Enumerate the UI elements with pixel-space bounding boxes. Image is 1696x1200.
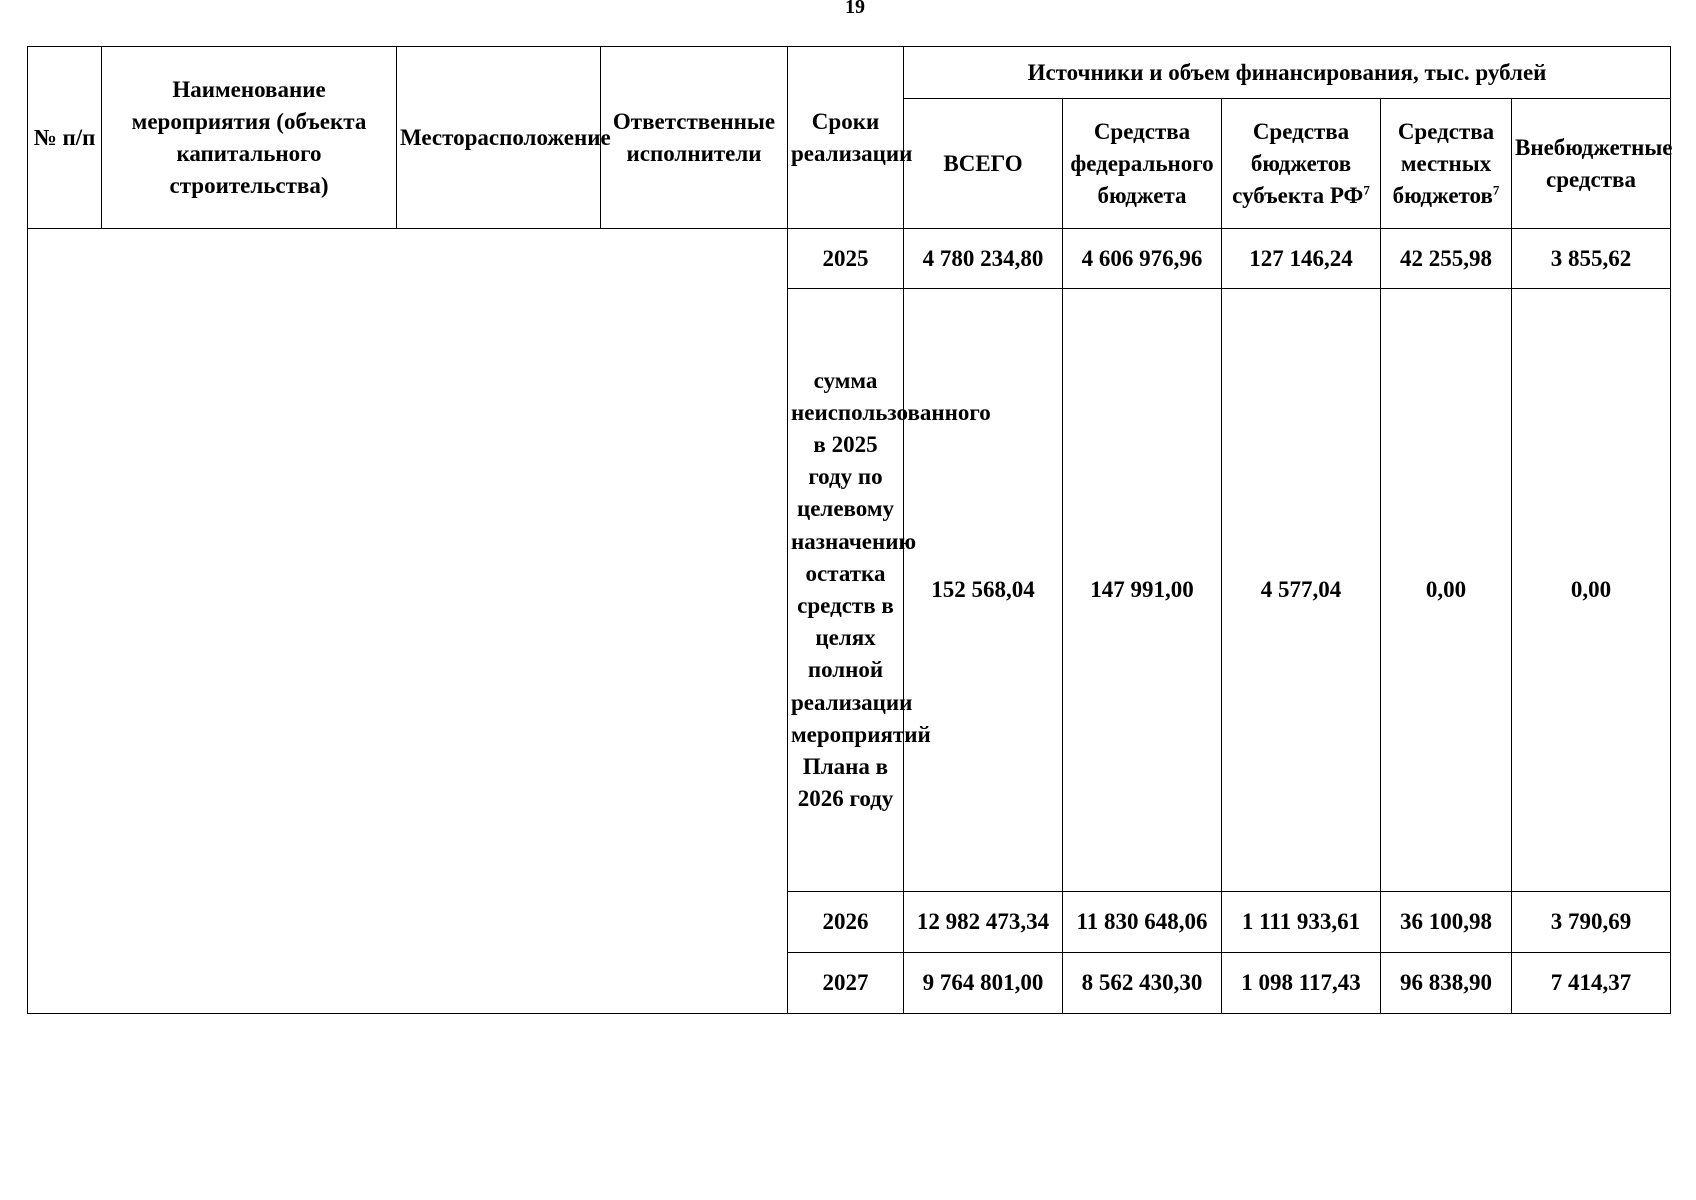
cell-term: 2027 — [788, 953, 904, 1014]
cell-federal: 8 562 430,30 — [1063, 953, 1222, 1014]
cell-total: 152 568,04 — [904, 289, 1063, 892]
cell-total: 9 764 801,00 — [904, 953, 1063, 1014]
header-terms: Сроки реализации — [788, 47, 904, 229]
cell-regional: 1 098 117,43 — [1222, 953, 1381, 1014]
cell-term-unused: сумма неиспользованного в 2025 году по целевому назначению остатка средств в целях полной реализации мероприятий Плана в 2026 году — [788, 289, 904, 892]
cell-extra: 3 855,62 — [1512, 229, 1671, 289]
cell-local: 42 255,98 — [1381, 229, 1512, 289]
cell-local: 96 838,90 — [1381, 953, 1512, 1014]
header-funding-group: Источники и объем финансирования, тыс. рублей — [904, 47, 1671, 99]
header-total: ВСЕГО — [904, 99, 1063, 229]
header-regional-label: Средства бюджетов субъекта РФ — [1232, 118, 1364, 208]
financing-table — [27, 46, 1671, 1014]
cell-federal: 4 606 976,96 — [1063, 229, 1222, 289]
header-location: Месторасположение — [397, 47, 601, 229]
header-local-note: 7 — [1492, 181, 1500, 197]
header-local — [1381, 99, 1512, 229]
cell-regional: 1 111 933,61 — [1222, 892, 1381, 953]
header-regional-note: 7 — [1363, 181, 1370, 197]
cell-extra: 0,00 — [1512, 289, 1671, 892]
header-extra: Внебюджетные средства — [1512, 99, 1671, 229]
cell-term: 2026 — [788, 892, 904, 953]
cell-total: 12 982 473,34 — [904, 892, 1063, 953]
header-row-top — [28, 47, 1671, 99]
cell-local: 0,00 — [1381, 289, 1512, 892]
header-name: Наименование мероприятия (объекта капитального строительства) — [102, 47, 397, 229]
cell-local: 36 100,98 — [1381, 892, 1512, 953]
cell-extra: 3 790,69 — [1512, 892, 1671, 953]
cell-federal: 147 991,00 — [1063, 289, 1222, 892]
page-number: 19 — [845, 0, 865, 14]
table-row — [28, 229, 1671, 289]
cell-term: 2025 — [788, 229, 904, 289]
empty-merged-cell — [28, 229, 788, 1014]
header-regional — [1222, 99, 1381, 229]
header-responsible: Ответственные исполнители — [601, 47, 788, 229]
header-federal: Средства федерального бюджета — [1063, 99, 1222, 229]
header-num: № п/п — [28, 47, 102, 229]
cell-regional: 127 146,24 — [1222, 229, 1381, 289]
cell-federal: 11 830 648,06 — [1063, 892, 1222, 953]
cell-regional: 4 577,04 — [1222, 289, 1381, 892]
cell-extra: 7 414,37 — [1512, 953, 1671, 1014]
cell-total: 4 780 234,80 — [904, 229, 1063, 289]
header-local-label: Средства местных бюджетов — [1392, 118, 1495, 208]
